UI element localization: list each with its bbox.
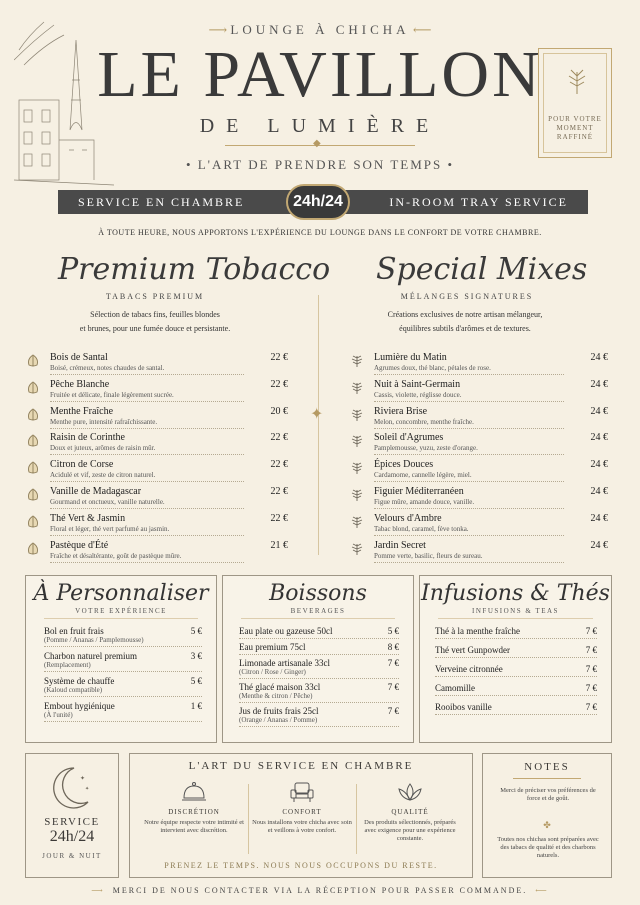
header-kicker: ⟶ LOUNGE À CHICHA ⟵	[208, 22, 432, 37]
service-line2: 24h/24	[49, 828, 95, 845]
infusions-item-name: Thé vert Gunpowder	[435, 645, 510, 655]
art-separator	[248, 784, 249, 854]
art-col1-text: Notre équipe respecte votre intimité et intervient avec discrétion.	[144, 819, 244, 834]
intro-text: À TOUTE HEURE, NOUS APPORTONS L'EXPÉRIENCE DU LOUNGE DANS LE CONFORT DE VOTRE CHAMBRE.	[98, 228, 542, 237]
special-item-price: 24 €	[590, 405, 608, 417]
banner-left: SERVICE EN CHAMBRE	[78, 195, 245, 209]
badge	[538, 48, 612, 158]
perso-item-desc: (Pomme / Ananas / Pamplemousse)	[44, 636, 144, 644]
art-col2-heading: CONFORT	[282, 808, 322, 816]
premium-item-leader	[50, 535, 244, 536]
notes-title: NOTES	[524, 761, 570, 773]
notes-text2: Toutes nos chichas sont préparées avec des tabacs de qualité et des charbons naturels.	[497, 836, 599, 859]
boissons-title: Boissons	[269, 581, 367, 606]
special-item-name: Épices Douces	[374, 459, 434, 471]
infusions-item-leader	[435, 657, 597, 658]
perso-item-price: 5 €	[190, 626, 202, 636]
art-col-confort	[252, 780, 352, 835]
premium-desc-line2: et brunes, pour une fumée douce et persistante.	[79, 324, 231, 333]
notes-text1: Merci de préciser vos préférences de force et de goût.	[500, 787, 596, 802]
herb-sprig-icon	[350, 354, 364, 368]
infusions-item	[435, 664, 597, 677]
special-item	[350, 540, 608, 567]
special-item-desc: Melon, concombre, menthe fraîche.	[374, 417, 474, 426]
footer-text: ⟶ MERCI DE NOUS CONTACTER VIA LA RÉCEPTION POUR PASSER COMMANDE. ⟵	[91, 886, 549, 895]
armchair-icon	[288, 780, 316, 804]
special-desc	[340, 308, 590, 336]
premium-item-leader	[50, 481, 244, 482]
art-of-service-box	[129, 753, 473, 878]
boissons-item-leader	[239, 654, 399, 655]
special-item-leader	[374, 428, 564, 429]
boissons-item-name: Limonade artisanale 33cl	[239, 658, 330, 668]
infusions-item-leader	[435, 638, 597, 639]
premium-item	[26, 379, 288, 406]
perso-divider	[44, 618, 198, 619]
premium-item-desc: Doux et juteux, arômes de raisin mûr.	[50, 444, 156, 453]
boissons-item-name: Eau plate ou gazeuse 50cl	[239, 626, 333, 636]
perso-item-leader	[44, 646, 202, 647]
page-title: LE PAVILLON	[97, 38, 543, 111]
boissons-item-leader	[239, 702, 399, 703]
premium-item-desc: Boisé, crémeux, notes chaudes de santal.	[50, 364, 165, 372]
premium-item-name: Menthe Fraîche	[50, 405, 114, 417]
special-item-name: Jardin Secret	[374, 539, 426, 551]
perso-item-desc: (À l'unité)	[44, 711, 73, 719]
boissons-item-price: 8 €	[387, 642, 399, 652]
perso-item-name: Embout hygiénique	[44, 701, 115, 711]
premium-item-name: Vanille de Madagascar	[50, 485, 142, 497]
art-col-qualite	[360, 780, 460, 843]
premium-item-price: 22 €	[270, 512, 288, 524]
infusions-title: Infusions & Thés	[421, 581, 610, 606]
special-item	[350, 352, 608, 379]
boissons-item-desc: (Menthe & citron / Pêche)	[239, 692, 313, 700]
premium-item-name: Thé Vert & Jasmin	[50, 512, 126, 524]
tobacco-leaf-icon	[26, 434, 40, 448]
special-item-leader	[374, 562, 564, 563]
premium-item-price: 22 €	[270, 485, 288, 497]
perso-item-price: 5 €	[190, 676, 202, 686]
special-list	[350, 352, 608, 566]
badge-text: POUR VOTRE MOMENT RAFFINÉ	[548, 115, 602, 141]
perso-box	[25, 575, 217, 743]
special-item-name: Lumière du Matin	[374, 352, 447, 363]
service-24h-box	[25, 753, 119, 878]
boissons-item	[239, 706, 399, 727]
premium-list	[26, 352, 288, 566]
boissons-item-price: 5 €	[387, 626, 399, 636]
service-line1: SERVICE	[44, 816, 100, 828]
premium-item	[26, 513, 288, 540]
special-subtitle: MÉLANGES SIGNATURES	[400, 292, 534, 301]
notes-box	[482, 753, 612, 878]
service-line3: JOUR & NUIT	[42, 852, 102, 860]
boissons-item-price: 7 €	[387, 682, 399, 692]
perso-item-name: Système de chauffe	[44, 676, 115, 686]
special-item-desc: Pamplemousse, yuzu, zeste d'orange.	[374, 444, 478, 453]
premium-item-desc: Menthe pure, intensité rafraîchissante.	[50, 417, 158, 426]
infusions-item-name: Rooibos vanille	[435, 702, 492, 712]
infusions-subtitle: INFUSIONS & TEAS	[472, 607, 559, 615]
premium-item	[26, 486, 288, 513]
special-item-desc: Figue mûre, amande douce, vanille.	[374, 497, 475, 506]
special-item-desc: Tabac blond, caramel, fève tonka.	[374, 524, 469, 533]
premium-item-name: Pastèque d'Été	[50, 539, 109, 551]
infusions-item-price: 7 €	[585, 645, 597, 655]
boissons-item	[239, 658, 399, 679]
boissons-item-desc: (Orange / Ananas / Pomme)	[239, 716, 318, 724]
premium-item-price: 21 €	[270, 539, 288, 551]
premium-item-leader	[50, 374, 244, 375]
tobacco-leaf-icon	[26, 381, 40, 395]
premium-title: Premium Tobacco	[58, 252, 331, 287]
special-item-leader	[374, 481, 564, 482]
perso-item-price: 1 €	[190, 701, 202, 711]
perso-item	[44, 626, 202, 647]
special-item-name: Soleil d'Agrumes	[374, 432, 444, 444]
notes-divider	[513, 778, 581, 779]
boissons-item-price: 7 €	[387, 658, 399, 668]
special-item-leader	[374, 454, 564, 455]
perso-item-name: Bol en fruit frais	[44, 626, 104, 636]
premium-item-leader	[50, 428, 244, 429]
special-item-price: 24 €	[590, 459, 608, 471]
art-col1-heading: DISCRÉTION	[168, 808, 220, 816]
art-col-discretion	[144, 780, 244, 835]
special-item	[350, 406, 608, 433]
special-item-name: Velours d'Ambre	[374, 512, 442, 524]
boissons-item-name: Thé glacé maison 33cl	[239, 682, 321, 692]
herb-sprig-icon	[350, 542, 364, 556]
premium-item	[26, 406, 288, 433]
boissons-item	[239, 642, 399, 655]
leaf-icon	[562, 66, 592, 96]
tobacco-leaf-icon	[26, 515, 40, 529]
special-item-desc: Agrumes doux, thé blanc, pétales de rose.	[374, 364, 491, 372]
premium-item-price: 20 €	[270, 405, 288, 417]
art-footer: PRENEZ LE TEMPS. NOUS NOUS OCCUPONS DU RESTE.	[164, 861, 438, 870]
infusions-item	[435, 645, 597, 658]
gold-divider	[225, 145, 415, 146]
special-item-leader	[374, 401, 564, 402]
premium-item-leader	[50, 508, 244, 509]
premium-item-name: Bois de Santal	[50, 352, 108, 363]
special-item-price: 24 €	[590, 539, 608, 551]
boissons-item-desc: (Citron / Rose / Ginger)	[239, 668, 306, 676]
premium-item-desc: Gourmand et onctueux, vanille naturelle.	[50, 497, 165, 506]
perso-title: À Personnaliser	[33, 581, 209, 606]
fleur-ornament-icon: ✦	[310, 406, 324, 423]
boissons-subtitle: BEVERAGES	[290, 607, 346, 615]
special-desc-line1: Créations exclusives de notre artisan mélangeur,	[387, 310, 543, 319]
special-item-desc: Cardamome, cannelle légère, miel.	[374, 471, 472, 480]
premium-desc	[30, 308, 280, 336]
special-item	[350, 459, 608, 486]
perso-item-leader	[44, 721, 202, 722]
infusions-item-price: 7 €	[585, 702, 597, 712]
tobacco-leaf-icon	[26, 488, 40, 502]
svg-text:✦: ✦	[80, 776, 86, 782]
perso-item-price: 3 €	[190, 651, 202, 661]
tobacco-leaf-icon	[26, 461, 40, 475]
premium-item-name: Raisin de Corinthe	[50, 432, 125, 444]
infusions-item-price: 7 €	[585, 626, 597, 636]
page-subtitle: DE LUMIÈRE	[199, 115, 441, 137]
herb-sprig-icon	[350, 488, 364, 502]
perso-subtitle: VOTRE EXPÉRIENCE	[75, 607, 167, 615]
premium-item	[26, 540, 288, 567]
infusions-item	[435, 702, 597, 715]
infusions-item-leader	[435, 676, 597, 677]
boissons-item-leader	[239, 726, 399, 727]
art-title: L'ART DU SERVICE EN CHAMBRE	[188, 760, 414, 772]
special-item	[350, 513, 608, 540]
herb-sprig-icon	[350, 461, 364, 475]
perso-item-desc: (Remplacement)	[44, 661, 91, 669]
notes-ornament-icon: ✤	[543, 820, 551, 830]
infusions-item	[435, 626, 597, 639]
premium-item	[26, 459, 288, 486]
special-item-price: 24 €	[590, 485, 608, 497]
art-col2-text: Nous installons votre chicha avec soin et veillons à votre confort.	[252, 819, 352, 834]
infusions-item-name: Camomille	[435, 683, 475, 693]
special-item-desc: Cassis, violette, réglisse douce.	[374, 390, 462, 399]
tagline: • L'ART DE PRENDRE SON TEMPS •	[185, 157, 455, 172]
special-item-price: 24 €	[590, 512, 608, 524]
special-title: Special Mixes	[376, 252, 588, 287]
art-col3-text: Des produits sélectionnés, préparés avec exigence pour une expérience constante.	[364, 819, 456, 842]
boissons-item-leader	[239, 678, 399, 679]
cloche-icon	[180, 780, 208, 804]
boissons-item-name: Jus de fruits frais 25cl	[239, 706, 319, 716]
boissons-item-price: 7 €	[387, 706, 399, 716]
perso-item-name: Charbon naturel premium	[44, 651, 137, 661]
special-item-leader	[374, 374, 564, 375]
infusions-item-leader	[435, 695, 597, 696]
boissons-item-name: Eau premium 75cl	[239, 642, 306, 652]
premium-item-desc: Acidulé et vif, zeste de citron naturel.	[50, 471, 156, 480]
premium-item-desc: Fruitée et délicate, finale légèrement sucrée.	[50, 390, 174, 399]
infusions-item-name: Verveine citronnée	[435, 664, 503, 674]
premium-item-price: 22 €	[270, 459, 288, 471]
premium-item-leader	[50, 401, 244, 402]
premium-subtitle: TABACS PREMIUM	[105, 292, 205, 301]
banner-right: IN-ROOM TRAY SERVICE	[389, 195, 568, 209]
premium-item-leader	[50, 562, 244, 563]
special-item	[350, 379, 608, 406]
perso-item-desc: (Kaloud compatible)	[44, 686, 103, 694]
infusions-box	[419, 575, 612, 743]
boissons-item	[239, 626, 399, 639]
boissons-list	[239, 626, 399, 730]
special-item-name: Riviera Brise	[374, 405, 428, 417]
art-col3-heading: QUALITÉ	[391, 808, 429, 816]
premium-item-leader	[50, 454, 244, 455]
perso-item-leader	[44, 671, 202, 672]
tobacco-leaf-icon	[26, 542, 40, 556]
premium-desc-line1: Sélection de tabacs fins, feuilles blondes	[90, 310, 220, 319]
column-divider	[318, 295, 319, 555]
infusions-list	[435, 626, 597, 721]
infusions-divider	[438, 618, 593, 619]
premium-item	[26, 432, 288, 459]
premium-item-price: 22 €	[270, 378, 288, 390]
perso-item	[44, 651, 202, 672]
infusions-item-leader	[435, 714, 597, 715]
perso-list	[44, 626, 202, 726]
boissons-box	[222, 575, 414, 743]
service-banner	[58, 190, 588, 214]
infusions-item-price: 7 €	[585, 683, 597, 693]
herb-sprig-icon	[350, 434, 364, 448]
special-item-leader	[374, 535, 564, 536]
special-item-price: 24 €	[590, 378, 608, 390]
special-item-price: 24 €	[590, 432, 608, 444]
special-desc-line2: équilibres subtils d'arômes et de textures.	[399, 324, 531, 333]
special-item-name: Figuier Méditerranéen	[374, 485, 464, 497]
special-item	[350, 432, 608, 459]
tobacco-leaf-icon	[26, 408, 40, 422]
special-item-price: 24 €	[590, 352, 608, 363]
premium-item-desc: Floral et léger, thé vert parfumé au jasmin.	[50, 524, 170, 533]
premium-item-name: Citron de Corse	[50, 459, 114, 471]
boissons-item-leader	[239, 638, 399, 639]
special-item-desc: Pomme verte, basilic, fleurs de sureau.	[374, 551, 483, 560]
premium-item-price: 22 €	[270, 432, 288, 444]
premium-item-desc: Fraîche et désaltérante, goût de pastèque mûre.	[50, 551, 182, 560]
premium-item-name: Pêche Blanche	[50, 378, 110, 390]
infusions-item-name: Thé à la menthe fraîche	[435, 626, 520, 636]
boissons-item	[239, 682, 399, 703]
banner-center-badge: 24h/24	[286, 184, 350, 220]
special-item-name: Nuit à Saint-Germain	[374, 378, 461, 390]
infusions-item	[435, 683, 597, 696]
art-separator	[356, 784, 357, 854]
tobacco-leaf-icon	[26, 354, 40, 368]
perso-item	[44, 676, 202, 697]
infusions-item-price: 7 €	[585, 664, 597, 674]
special-item-leader	[374, 508, 564, 509]
moon-icon	[52, 764, 92, 812]
perso-item-leader	[44, 696, 202, 697]
boissons-divider	[241, 618, 395, 619]
svg-text:✦: ✦	[85, 787, 90, 792]
premium-item-price: 22 €	[270, 352, 288, 363]
lotus-icon	[396, 780, 424, 804]
premium-item	[26, 352, 288, 379]
special-item	[350, 486, 608, 513]
herb-sprig-icon	[350, 515, 364, 529]
herb-sprig-icon	[350, 381, 364, 395]
perso-item	[44, 701, 202, 722]
herb-sprig-icon	[350, 408, 364, 422]
